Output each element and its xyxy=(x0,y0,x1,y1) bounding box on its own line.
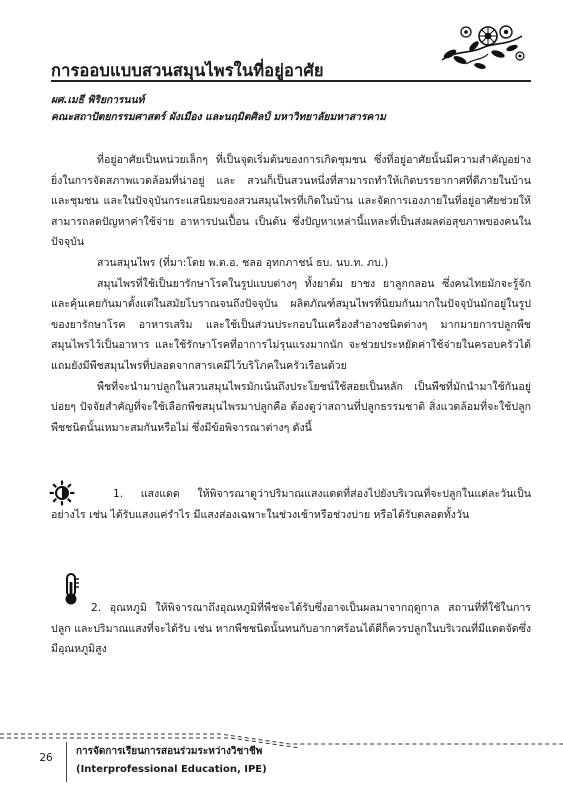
factor-temperature-text: 2. อุณหภูมิ ให้พิจารณาถึงอุณหภูมิที่พืชจะได้รับซึ่งอาจเป็นผลมาจากฤดูกาล สถานที่ที่ใช้ในการปลูก และปริมาณแสงที่จะได้รับ เช่น หากพืชชนิดนั้นทนกับอากาศร้อนได้ดีก็ควรปลูกในบริเวณที่มีแดดจัดซึ่งมีอุณหภูมิสูง xyxy=(51,602,531,656)
factor-sunlight-text: 1. แสงแดด ให้พิจารณาดูว่าปริมาณแสงแดดที่ส่องไปยังบริเวณที่จะปลูกในแต่ละวันเป็นอย่างไร เช่น ได้รับแสงแค่รำไร มีแสงส่องเฉพาะในช่วงเช้าหรือช่วงบ่าย หรือได้รับตลอดทั้งวัน xyxy=(51,488,531,521)
body-paragraph-1: ที่อยู่อาศัยเป็นหน่วยเล็กๆ ที่เป็นจุดเริ่มต้นของการเกิดชุมชน ซึ่งที่อยู่อาศัยนั้นมีความสำคัญอย่างยิ่งในการจัดสภาพแวดล้อมที่น่าอยู่ และ สวนก็เป็นสวนหนึ่งที่สามารถทำให้เกิดบรรยากาศที่ดีภายในบ้านและชุมชน และในปัจจุบันกระแสนิยมของสวนสมุนไพรที่เกิดในบ้าน และจัดการเองภายในที่อยู่อาศัยช่วยให้สามารถลดปัญหาค่าใช้จ่าย อาหารปนเปื้อน เป็นต้น ซึ่งปัญหาเหล่านี้แหละที่เป็นส่งผลต่อสุขภาพของคนในปัจจุบัน xyxy=(51,154,531,249)
author-affiliation: คณะสถาปัตยกรรมศาสตร์ ผังเมือง และนฤมิตศิลป์ มหาวิทยาลัยมหาสารคาม xyxy=(51,111,386,123)
page-number: 26 xyxy=(39,752,53,764)
article-body xyxy=(51,150,531,438)
article-title: การออบแบบสวนสมุนไพรในที่อยู่อาศัย xyxy=(51,61,324,80)
footer-book-title: การจัดการเรียนการสอนร่วมระหว่างวิชาชีพ xyxy=(76,746,263,757)
image-credit-caption: สวนสมุนไพร (ที่มา:โดย พ.ต.อ. ชลอ อุทกภาชน์ ธบ. นบ.ท. ภบ.) xyxy=(97,256,389,269)
title-underline xyxy=(51,80,531,82)
footer-divider xyxy=(66,742,67,782)
footer-book-subtitle: (Interprofessional Education, IPE) xyxy=(76,764,267,775)
body-paragraph-3: พืชที่จะนำมาปลูกในสวนสมุนไพรมักเน้นถึงประโยชน์ใช้สอยเป็นหลัก เป็นพืชที่มักนำมาใช้กันอยู่บ่อยๆ ปัจจัยสำคัญที่จะใช้เลือกพืชสมุนไพรมาปลูกคือ ต้องดูว่าสถานที่ปลูกธรรมชาติ สิ่งแวดล้อมที่จะใช้ปลูกพืชชนิดนั้นเหมาะสมกันหรือไม่ ซึ่งมีข้อพิจารณาต่างๆ ดังนี้ xyxy=(51,380,531,434)
flower-ornament-icon xyxy=(436,20,528,76)
author-name: ผศ.เมธี พิริยการนนท์ xyxy=(51,94,145,106)
factor-temperature xyxy=(51,570,531,660)
body-paragraph-2: สมุนไพรที่ใช้เป็นยารักษาโรคในรูปแบบต่างๆ ทั้งยาต้ม ยาชง ยาลูกกลอน ซึ่งคนไทยมักจะรู้จักและคุ้นเคยกันมาตั้งแต่ในสมัยโบราณจนถึงปัจจุบัน ผลิตภัณฑ์สมุนไพรที่นิยมกันมากในปัจจุบันมักอยู่ในรูปของยารักษาโรค อาหารเสริม และใช้เป็นส่วนประกอบในเครื่องสำอางชนิดต่างๆ มากมายการปลูกพืชสมุนไพรไว้เป็นอาหาร และใช้รักษาโรคที่อาการไม่รุนแรงมากนัก จะช่วยประหยัดค่าใช้จ่ายในครอบครัวได้ แถมยังมีพืชสมุนไพรที่ปลอดจากสารเคมีไว้บริโภคในครัวเรือนด้วย xyxy=(51,277,531,372)
factor-sunlight xyxy=(51,484,531,525)
